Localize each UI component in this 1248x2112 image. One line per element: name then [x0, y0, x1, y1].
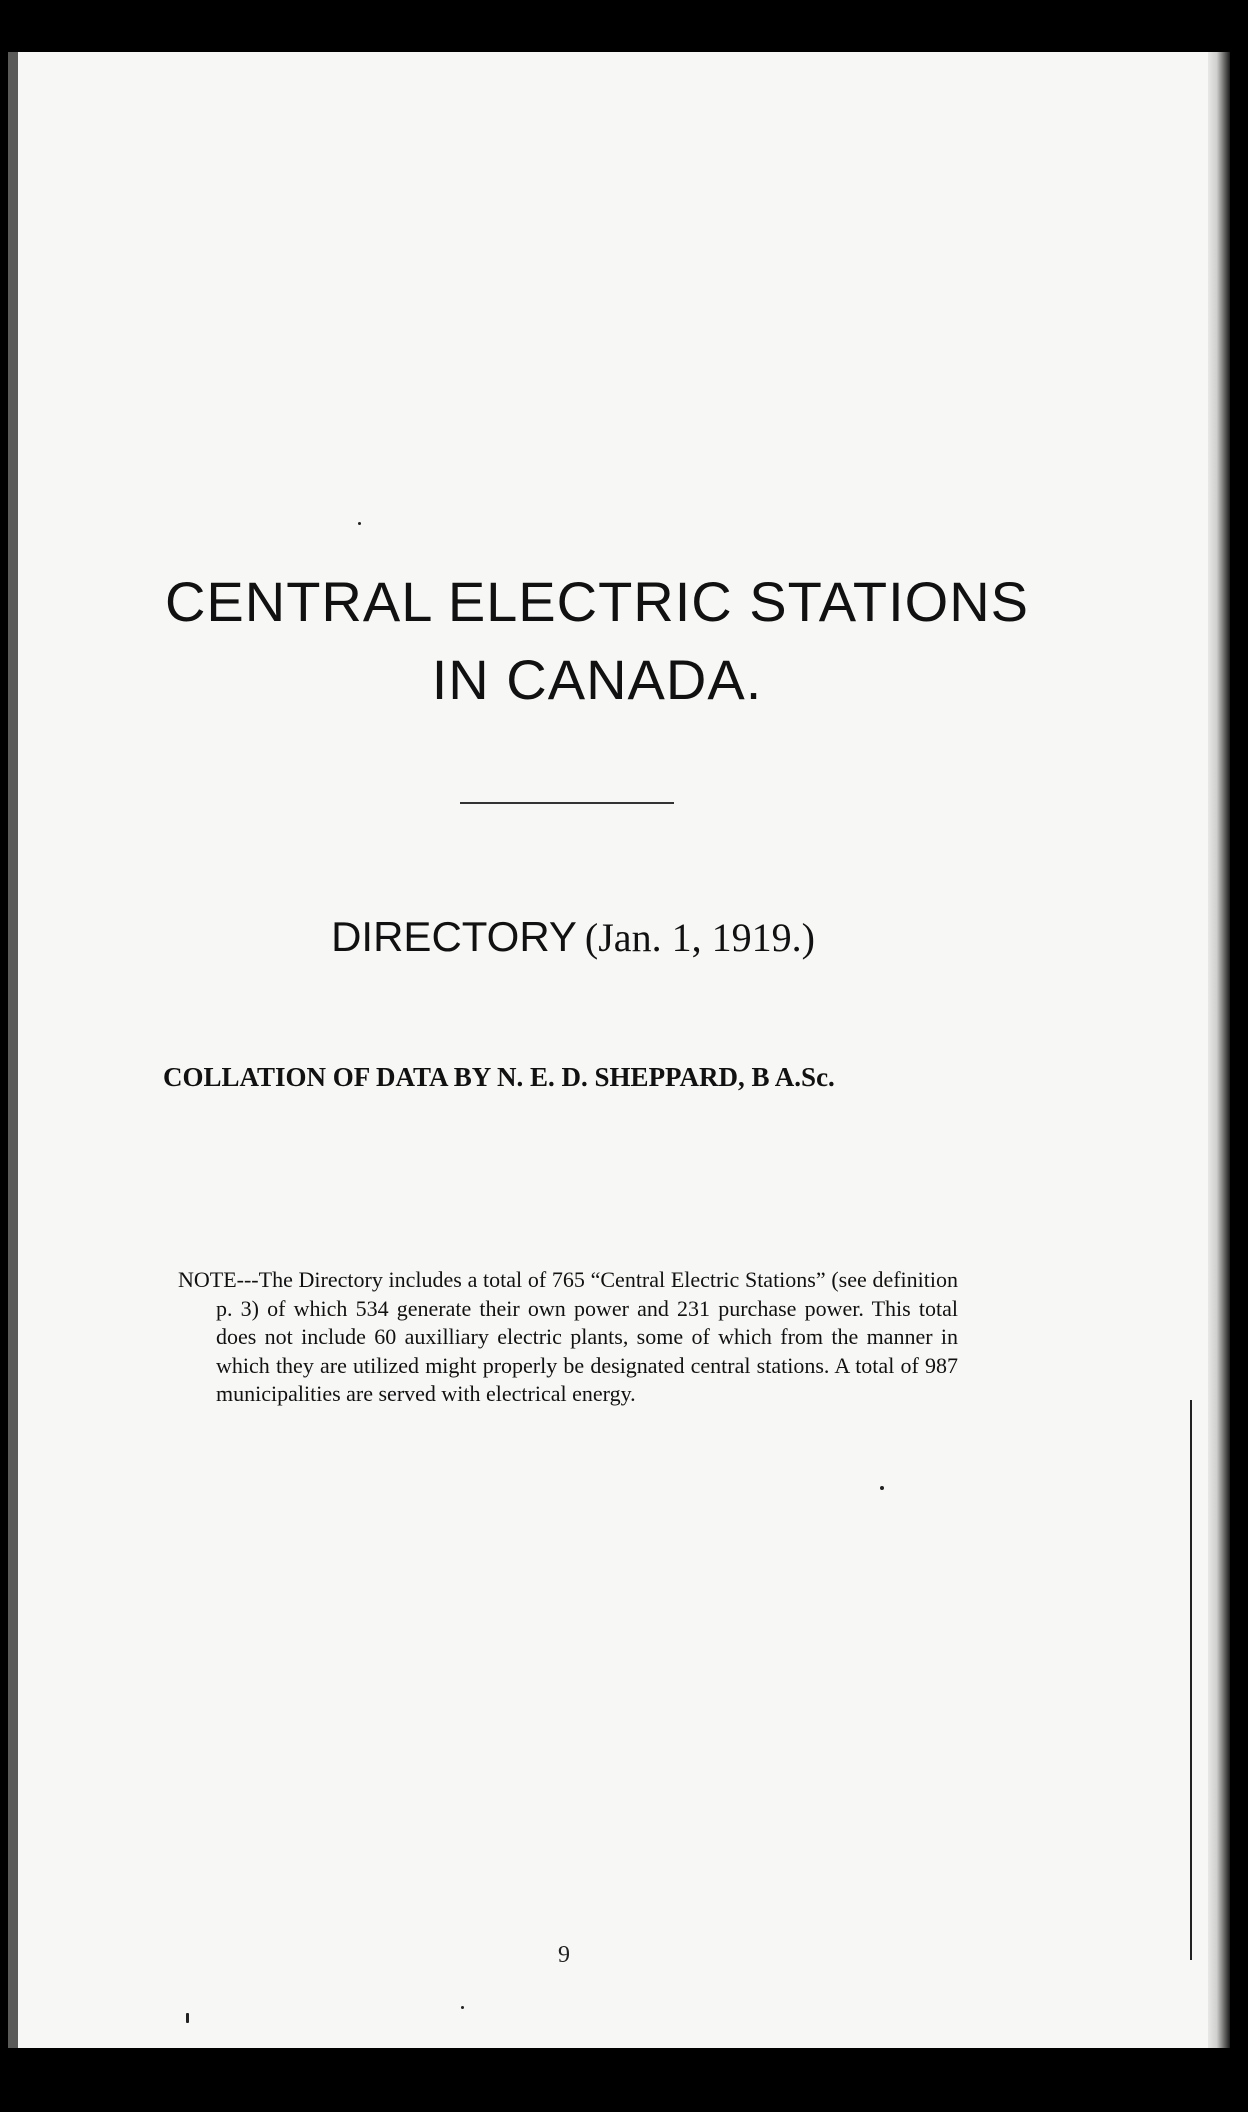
- directory-label: DIRECTORY: [331, 913, 577, 960]
- note-paragraph: NOTE---The Directory includes a total of 765 “Central Electric Stations” (see definition p. 3) of which 534 generate their own power and 231 purchase power. This total does not include 60 auxilliary electric plants, some of which from the manner in which they are utilized might properly be designated central stations. A total of 987 municipalities are served with electrical energy.: [178, 1267, 958, 1406]
- title-line-1: CENTRAL ELECTRIC STATIONS: [164, 570, 1030, 633]
- title-line-2: IN CANADA.: [431, 648, 763, 711]
- document-page: [8, 52, 1208, 2048]
- binding-rule: [1190, 1400, 1192, 1960]
- collation-line: COLLATION OF DATA BY N. E. D. SHEPPARD, B A.Sc.: [163, 1062, 835, 1092]
- directory-heading: [18, 913, 1128, 960]
- print-speck: [358, 522, 361, 525]
- title-divider: [460, 802, 674, 804]
- directory-date: (Jan. 1, 1919.): [584, 915, 815, 960]
- page-number: 9: [558, 1942, 570, 1968]
- print-speck: [461, 2006, 464, 2009]
- page-edge: [1208, 52, 1230, 2048]
- print-speck: [186, 2013, 189, 2023]
- print-speck: [880, 1486, 884, 1490]
